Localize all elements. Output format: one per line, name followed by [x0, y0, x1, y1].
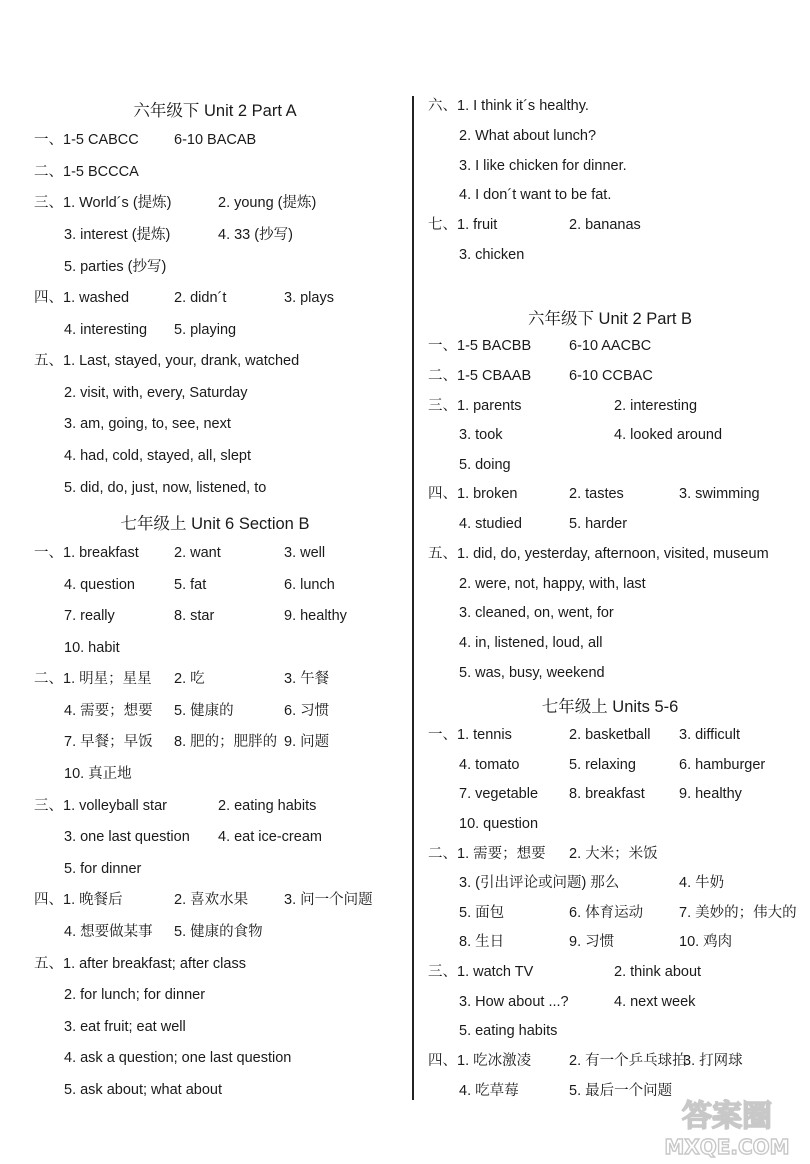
- answer-line: 二、1. 明星；星星: [34, 671, 152, 687]
- answer-line: 3. one last question: [64, 829, 190, 845]
- answer-line: 8. breakfast: [569, 786, 645, 802]
- answer-line: 2. for lunch; for dinner: [64, 987, 206, 1003]
- answer-line: 三、1. watch TV: [428, 964, 534, 980]
- answer-line: 3. difficult: [679, 727, 740, 743]
- answer-line: 五、1. after breakfast; after class: [34, 956, 246, 972]
- answer-line: 2. 有一个乒乓球拍: [569, 1053, 687, 1069]
- answer-line: 五、1. did, do, yesterday, afternoon, visited, museum: [428, 546, 769, 562]
- answer-line: 四、1. 吃冰激凌: [428, 1053, 532, 1069]
- answer-line: 9. 问题: [284, 734, 330, 750]
- answer-line: 4. in, listened, loud, all: [459, 635, 603, 651]
- answer-line: 2. were, not, happy, with, last: [459, 576, 646, 592]
- answer-line: 5. 健康的食物: [174, 924, 263, 940]
- answer-line: 9. 习惯: [569, 934, 615, 950]
- answer-line: 3. cleaned, on, went, for: [459, 605, 614, 621]
- answer-line: 2. bananas: [569, 217, 641, 233]
- answer-line: 6-10 CCBAC: [569, 368, 653, 384]
- answer-line: 6. 体育运动: [569, 905, 644, 921]
- watermark-line2: MXQE.COM: [664, 1135, 790, 1159]
- answer-line: 4. 想要做某事: [64, 924, 153, 940]
- answer-line: 五、1. Last, stayed, your, drank, watched: [34, 353, 300, 369]
- answer-line: 二、1. 需要；想要: [428, 846, 546, 862]
- answer-line: 3. am, going, to, see, next: [64, 416, 231, 432]
- answer-line: 二、1-5 CBAAB: [428, 368, 532, 384]
- answer-line: 3. How about ...?: [459, 994, 569, 1010]
- answer-line: 6. hamburger: [679, 757, 766, 773]
- answer-line: 10. 鸡肉: [679, 934, 733, 950]
- answer-line: 3. 午餐: [284, 671, 330, 687]
- answer-line: 2. eating habits: [218, 798, 317, 814]
- answer-line: 2. basketball: [569, 727, 651, 743]
- answer-line: 7. really: [64, 608, 115, 624]
- answer-line: 4. eat ice-cream: [218, 829, 322, 845]
- answer-line: 一、1-5 CABCC: [34, 132, 139, 148]
- answer-line: 5. harder: [569, 516, 628, 532]
- answer-line: 6-10 AACBC: [569, 338, 652, 354]
- answer-line: 4. studied: [459, 516, 522, 532]
- answer-line: 3. (引出评论或问题) 那么: [459, 875, 620, 891]
- answer-line: 4. interesting: [64, 322, 148, 338]
- answer-line: 2. What about lunch?: [459, 128, 597, 144]
- answer-line: 5. 面包: [459, 905, 505, 921]
- answer-line: 5. playing: [174, 322, 237, 338]
- answer-line: 6-10 BACAB: [174, 132, 257, 148]
- answer-line: 一、1. tennis: [428, 727, 512, 743]
- answer-line: 3. swimming: [679, 486, 760, 502]
- answer-line: 2. 吃: [174, 671, 205, 687]
- answer-line: 一、1-5 BACBB: [428, 338, 532, 354]
- answer-line: 4. 需要；想要: [64, 703, 153, 719]
- answer-line: 4. 33 (抄写): [218, 227, 293, 243]
- section-title: 六年级下 Unit 2 Part A: [133, 102, 297, 120]
- answer-line: 4. I don´t want to be fat.: [459, 187, 612, 203]
- answer-line: 5. relaxing: [569, 757, 636, 773]
- answer-line: 7. vegetable: [459, 786, 539, 802]
- answer-line: 2. young (提炼): [218, 195, 317, 211]
- answer-line: 4. next week: [614, 994, 696, 1010]
- answer-line: 六、1. I think it´s healthy.: [428, 98, 589, 114]
- answer-line: 3. chicken: [459, 247, 525, 263]
- answer-line: 3. plays: [284, 290, 334, 306]
- watermark-line1: 答案圈: [682, 1099, 772, 1134]
- answer-line: 10. habit: [64, 640, 120, 656]
- answer-line: 7. 早餐；早饭: [64, 734, 153, 750]
- answer-line: 5. 健康的: [174, 703, 234, 719]
- answer-line: 3. well: [284, 545, 326, 561]
- answer-line: 2. want: [174, 545, 221, 561]
- answer-line: 四、1. washed: [34, 290, 130, 306]
- answer-line: 6. 习惯: [284, 703, 330, 719]
- answer-line: 三、1. volleyball star: [34, 798, 167, 814]
- answer-line: 2. 喜欢水果: [174, 892, 249, 908]
- answer-line: 4. looked around: [614, 427, 723, 443]
- answer-line: 8. star: [174, 608, 215, 624]
- answer-line: 9. healthy: [679, 786, 742, 802]
- answer-line: 5. doing: [459, 457, 511, 473]
- answer-line: 4. 牛奶: [679, 875, 725, 891]
- answer-line: 10. 真正地: [64, 766, 132, 782]
- answer-line: 5. parties (抄写): [64, 259, 167, 275]
- answer-line: 5. did, do, just, now, listened, to: [64, 480, 267, 496]
- answer-line: 3. took: [459, 427, 503, 443]
- answer-line: 8. 肥的；肥胖的: [174, 734, 278, 750]
- answer-line: 3. I like chicken for dinner.: [459, 158, 627, 174]
- answer-line: 3. 打网球: [683, 1053, 743, 1069]
- answer-line: 8. 生日: [459, 934, 505, 950]
- answer-line: 5. was, busy, weekend: [459, 665, 605, 681]
- answer-line: 四、1. broken: [428, 486, 518, 502]
- answer-line: 5. eating habits: [459, 1023, 558, 1039]
- answer-line: 4. had, cold, stayed, all, slept: [64, 448, 251, 464]
- answer-line: 一、1. breakfast: [34, 545, 139, 561]
- answer-line: 三、1. World´s (提炼): [34, 195, 172, 211]
- answer-line: 4. question: [64, 577, 135, 593]
- answer-line: 4. tomato: [459, 757, 520, 773]
- answer-line: 3. eat fruit; eat well: [64, 1019, 186, 1035]
- answer-line: 4. 吃草莓: [459, 1083, 519, 1099]
- watermark-logo: [652, 1094, 802, 1160]
- answer-line: 2. interesting: [614, 398, 698, 414]
- answer-line: 七、1. fruit: [428, 217, 498, 233]
- answer-line: 9. healthy: [284, 608, 347, 624]
- answer-line: 2. 大米；米饭: [569, 846, 658, 862]
- section-title: 七年级上 Units 5-6: [541, 698, 679, 716]
- answer-line: 6. lunch: [284, 577, 335, 593]
- answer-line: 2. visit, with, every, Saturday: [64, 385, 248, 401]
- answer-line: 10. question: [459, 816, 539, 832]
- answer-line: 4. ask a question; one last question: [64, 1050, 292, 1066]
- answer-line: 7. 美妙的；伟大的: [679, 905, 797, 921]
- answer-line: 5. 最后一个问题: [569, 1083, 673, 1099]
- answer-line: 四、1. 晚餐后: [34, 892, 123, 908]
- answer-line: 5. for dinner: [64, 861, 142, 877]
- answer-line: 二、1-5 BCCCA: [34, 164, 139, 180]
- answer-line: 2. tastes: [569, 486, 624, 502]
- answer-line: 3. interest (提炼): [64, 227, 171, 243]
- answer-line: 5. fat: [174, 577, 207, 593]
- answer-line: 2. didn´t: [174, 290, 227, 306]
- section-title: 七年级上 Unit 6 Section B: [120, 515, 310, 533]
- answer-line: 2. think about: [614, 964, 702, 980]
- answer-line: 3. 问一个问题: [284, 892, 373, 908]
- answer-line: 三、1. parents: [428, 398, 522, 414]
- answer-line: 5. ask about; what about: [64, 1082, 222, 1098]
- section-title: 六年级下 Unit 2 Part B: [527, 310, 693, 328]
- column-divider: [412, 96, 414, 1100]
